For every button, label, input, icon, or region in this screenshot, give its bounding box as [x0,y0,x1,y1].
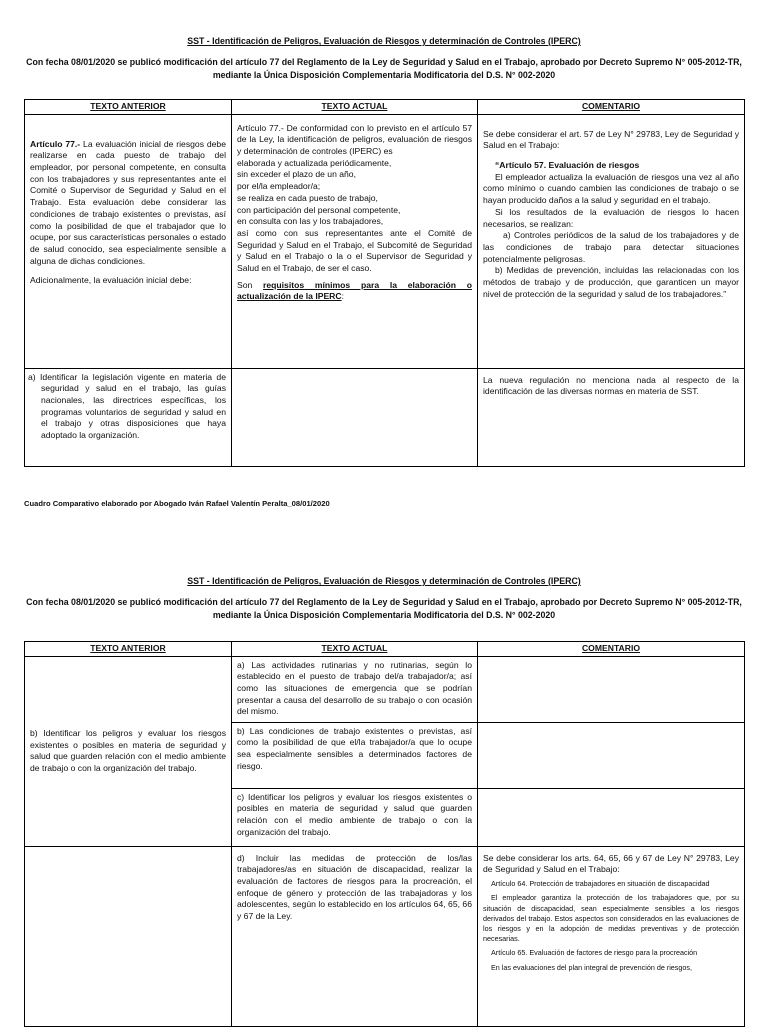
comment-cell [478,722,745,788]
comparison-table [24,641,745,1027]
document-title: SST - Identificación de Peligros, Evaluación de Riesgos y determinación de Controles (IPERC) [187,36,581,46]
current-son: Son [237,279,264,290]
header-comentario: COMENTARIO [478,642,745,657]
comment-intro: Se debe considerar los arts. 64, 65, 66 y 67 de Ley N° 29783, Ley de Seguridad y Salud en el Trabajo: [483,852,739,875]
current-line: así como con sus representantes ante el Comité de Seguridad y Salud en el Trabajo, el Subcomité de Seguridad y Salud en el Trabajo o la o el Supervisor de Seguridad y Salud en el Trabajo, de ser el caso. [237,227,472,273]
comment-paragraph: El empleador actualiza la evaluación de riesgos una vez al año como mínimo o cuando cambien las condiciones de trabajo o se hayan producido daños a la salud y seguridad en el trabajo. [483,171,739,206]
table-row [25,656,745,722]
header-texto-anterior: TEXTO ANTERIOR [25,100,232,115]
comment-article-65-text: En las evaluaciones del plan integral de prevención de riesgos, [491,962,692,972]
document-title: SST - Identificación de Peligros, Evaluación de Riesgos y determinación de Controles (IPERC) [187,576,581,586]
comment-cell [478,846,745,1026]
current-line: sin exceder el plazo de un año, [237,169,356,180]
table-header-row [25,100,745,115]
previous-text-cell [25,846,232,1026]
previous-text-additional: Adicionalmente, la evaluación inicial debe: [30,275,192,286]
current-line: con participación del personal competente, [237,204,401,215]
comment-item-b: b) Medidas de prevención, incluidas las relacionadas con los métodos de trabajo y de producción, que garanticen un mayor nivel de protección de la seguridad y salud de los trabajadores.” [483,265,739,299]
comment-cell: La nueva regulación no menciona nada al respecto de la identificación de las diversas normas en materia de SST. [478,368,745,466]
comment-cell [478,656,745,722]
current-line: elaborada y actualizada periódicamente, [237,157,392,168]
previous-text-cell: a) Identificar la legislación vigente en materia de seguridad y salud en el trabajo, las guías nacionales, las directrices específicas, los programas voluntarios de seguridad y salud en el trabajo y otras disposiciones que haya adoptado la organización. [25,368,232,466]
previous-text-cell [25,114,232,368]
comment-cell [478,788,745,846]
current-item-b: b) Las condiciones de trabajo existentes o previstas, así como la posibilidad de que el/la trabajador/a que lo ocupe sea especialmente sensibles a determinados factores de riesgo. [232,722,478,788]
comment-item-a: a) Controles periódicos de la salud de los trabajadores y de las condiciones de trabajo para detectar situaciones potencialmente peligrosas. [483,230,739,264]
previous-text: La evaluación inicial de riesgos debe realizarse en cada puesto de trabajo del empleador, por personal competente, en consulta con los trabajadores y sus representantes ante el Comité o Supervisor de Seguridad y Salud en el Trabajo. Esta evaluación debe considerar las condiciones de trabajo existentes o previstas, así como la posibilidad de que el trabajador que lo ocupe, por sus características personales o estado de salud conocido, sea especialmente sensible a alguna de dichas condiciones. [30,138,226,266]
document-subtitle: Con fecha 08/01/2020 se publicó modificación del artículo 77 del Reglamento de la Ley de Seguridad y Salud en el Trabajo, aprobado por Decreto Supremo N° 005-2012-TR, mediante la Única Disposición Complementaria Modificatoria del D.S. N° 002-2020 [26,597,742,621]
article-label: Artículo 77.- [30,138,81,149]
comment-article-title: “Artículo 57. Evaluación de riesgos [495,160,640,171]
comment-article-64-title: Artículo 64. Protección de trabajadores en situación de discapacidad [491,879,710,889]
footnote: Cuadro Comparativo elaborado por Abogado Iván Rafael Valentín Peralta_08/01/2020 [24,499,330,508]
header-comentario: COMENTARIO [478,100,745,115]
table-row [25,846,745,1026]
current-line: por el/la empleador/a; [237,181,321,192]
current-line: en consulta con las y los trabajadores, [237,216,384,227]
current-item-a: a) Las actividades rutinarias y no rutinarias, según lo establecido en el puesto de trabajo del/a trabajador/a; así como las situaciones de emergencia que se podrían presentar a causa del desarrollo de su trabajo o con ocasión del mismo. [232,656,478,722]
table-header-row [25,642,745,657]
table-row [25,114,745,368]
current-text-cell [232,114,478,368]
document-subtitle: Con fecha 08/01/2020 se publicó modificación del artículo 77 del Reglamento de la Ley de Seguridad y Salud en el Trabajo, aprobado por Decreto Supremo N° 005-2012-TR, mediante la Única Disposición Complementaria Modificatoria del D.S. N° 002-2020 [26,57,742,81]
comment-cell [478,114,745,368]
current-line: Artículo 77.- De conformidad con lo previsto en el artículo 57 de la Ley, la identificación de peligros, evaluación de riesgos y determinación de controles (IPERC) es [237,122,472,157]
current-item-c: c) Identificar los peligros y evaluar los riesgos existentes o posibles en materia de seguridad y salud que guarden relación con el medio ambiente de trabajo o con la organización del trabajo. [232,788,478,846]
header-texto-actual: TEXTO ACTUAL [232,642,478,657]
comment-article-65-title: Artículo 65. Evaluación de factores de riesgo para la procreación [491,948,698,958]
current-text-cell [232,368,478,466]
current-item-d: d) Incluir las medidas de protección de los/las trabajadores/as en situación de discapacidad, realizar la evaluación de factores de riesgos para la procreación, el enfoque de género y protección de las trabajadoras y los adolescentes, según lo establecido en los artículos 64, 65, 66 y 67 de la Ley. [232,846,478,1026]
comparison-table [24,99,745,467]
current-colon: : [341,291,344,302]
current-requirements: requisitos mínimos para la elaboración o actualización de la IPERC [237,279,472,302]
header-texto-anterior: TEXTO ANTERIOR [25,642,232,657]
current-line: se realiza en cada puesto de trabajo, [237,192,378,203]
header-texto-actual: TEXTO ACTUAL [232,100,478,115]
comment-paragraph: Si los resultados de la evaluación de riesgos lo hacen necesarios, se realizan: [483,206,739,229]
document-page-2 [0,570,768,1024]
comment-intro: Se debe considerar el art. 57 de Ley N° 29783, Ley de Seguridad y Salud en el Trabajo: [483,128,739,151]
previous-text-cell: b) Identificar los peligros y evaluar los riesgos existentes o posibles en materia de seguridad y salud que guarden relación con el medio ambiente de trabajo o con la organización del trabajo. [25,656,232,846]
comment-article-64-text: El empleador garantiza la protección de los trabajadores que, por su situación de discapacidad, sean especialmente sensibles a los riesgos derivados del trabajo. Estos aspectos son considerados en las evaluaciones de los riesgos y en la adopción de medidas preventivas y de protección necesarias. [483,893,739,944]
table-row [25,368,745,466]
